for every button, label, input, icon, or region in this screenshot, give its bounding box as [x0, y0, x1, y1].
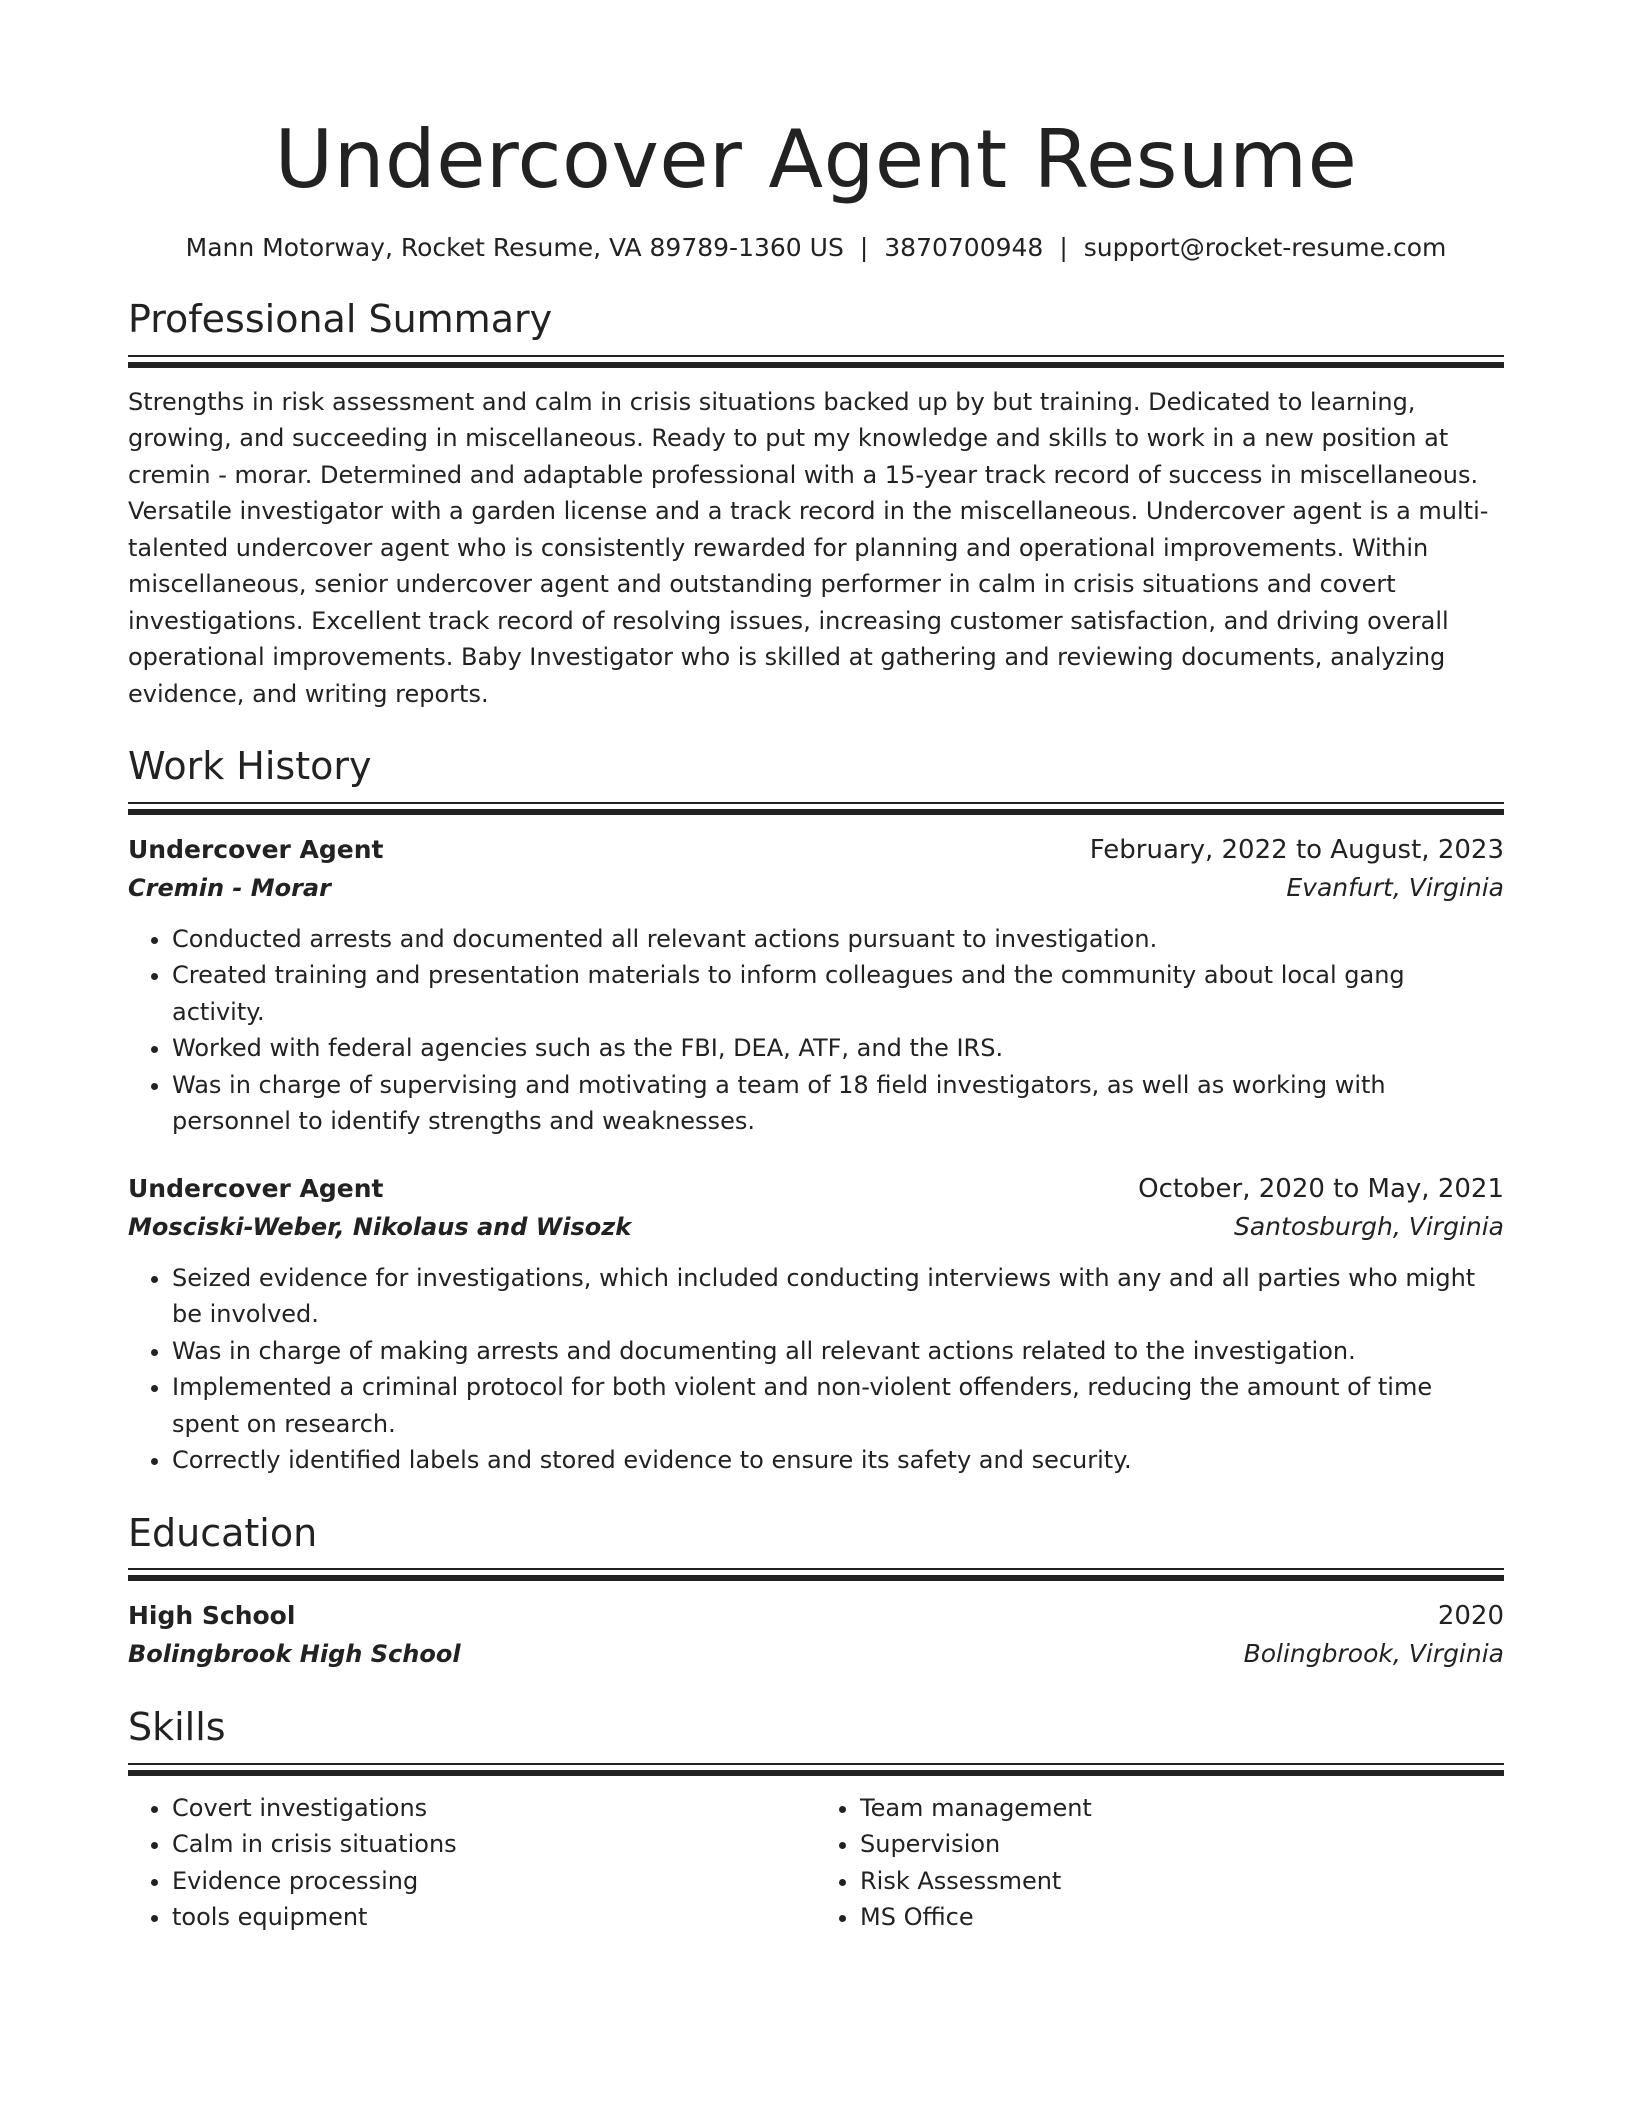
skill-item: • Covert investigations	[172, 1790, 816, 1827]
skill-item: • Supervision	[860, 1826, 1504, 1863]
education-section	[128, 1511, 1504, 1674]
skill-item: • Risk Assessment	[860, 1863, 1504, 1900]
job-company: Cremin - Morar	[128, 873, 331, 902]
section-divider	[128, 1575, 1504, 1581]
section-divider	[128, 1763, 1504, 1765]
skill-item: • tools equipment	[172, 1899, 816, 1936]
job-location: Evanfurt, Virginia	[1286, 872, 1504, 902]
skill-item: • Calm in crisis situations	[172, 1826, 816, 1863]
education-year: 2020	[1437, 1601, 1504, 1632]
list-item: • Was in charge of supervising and motivating a team of 18 field investigators, as well as working with personnel to identify strengths and weaknesses.	[172, 1067, 1504, 1140]
job-dates: February, 2022 to August, 2023	[1089, 834, 1504, 865]
list-item: • Correctly identified labels and stored evidence to ensure its safety and security.	[172, 1442, 1504, 1479]
contact-separator: |	[859, 233, 869, 262]
work-history-section	[128, 744, 1504, 1479]
section-divider	[128, 1770, 1504, 1776]
job-bullets	[128, 1260, 1504, 1479]
list-item: • Was in charge of making arrests and documenting all relevant actions related to the investigation.	[172, 1333, 1504, 1370]
contact-phone: 3870700948	[884, 233, 1044, 262]
contact-line	[128, 230, 1504, 265]
section-heading-summary: Professional Summary	[128, 297, 553, 341]
job-bullets	[128, 921, 1504, 1140]
contact-separator: |	[1059, 233, 1068, 262]
education-location: Bolingbrook, Virginia	[1243, 1639, 1504, 1669]
section-divider	[128, 355, 1504, 357]
section-heading-skills: Skills	[128, 1705, 226, 1750]
list-item: • Seized evidence for investigations, which included conducting interviews with any and all parties who might be involved.	[172, 1260, 1504, 1333]
job-company: Mosciski-Weber, Nikolaus and Wisozk	[128, 1212, 632, 1241]
section-heading-work: Work History	[128, 744, 372, 789]
section-divider	[128, 1568, 1504, 1570]
skill-item: • MS Office	[860, 1899, 1504, 1936]
skills-list-right	[816, 1790, 1504, 1936]
job-title: Undercover Agent	[128, 834, 384, 864]
list-item: • Implemented a criminal protocol for both violent and non-violent offenders, reducing the amount of time spent on research.	[172, 1369, 1504, 1442]
education-school: Bolingbrook High School	[128, 1640, 461, 1669]
contact-email: support@rocket-resume.com	[1083, 233, 1447, 262]
summary-section	[128, 297, 1504, 712]
education-degree: High School	[128, 1601, 296, 1631]
summary-text: Strengths in risk assessment and calm in crisis situations backed up by but training. Dedicated to learning, growing, and succeeding in miscellaneous. Ready to put my knowledge and skills to work in a new position at cremin - morar. Determined and adaptable professional with a 15-year track record of success in miscellaneous. Versatile investigator with a garden license and a track record in the miscellaneous. Undercover agent is a multi-talented undercover agent who is consistently rewarded for planning and operational improvements. Within miscellaneous, senior undercover agent and outstanding performer in calm in crisis situations and covert investigations. Excellent track record of resolving issues, increasing customer satisfaction, and driving overall operational improvements. Baby Investigator who is skilled at gathering and reviewing documents, analyzing evidence, and writing reports.	[128, 387, 1489, 708]
job-entry	[128, 1170, 1504, 1479]
list-item: • Created training and presentation materials to inform colleagues and the community about local gang activity.	[172, 957, 1504, 1030]
contact-address: Mann Motorway, Rocket Resume, VA 89789-1360 US	[185, 233, 844, 262]
education-entry	[128, 1597, 1504, 1673]
section-divider	[128, 809, 1504, 815]
list-item: • Conducted arrests and documented all relevant actions pursuant to investigation.	[172, 921, 1504, 958]
skills-columns	[128, 1790, 1504, 1936]
skills-section	[128, 1705, 1504, 1936]
job-title: Undercover Agent	[128, 1173, 384, 1203]
job-location: Santosburgh, Virginia	[1233, 1211, 1504, 1241]
skills-list-left	[128, 1790, 816, 1936]
section-heading-education: Education	[128, 1510, 318, 1555]
list-item: • Worked with federal agencies such as the FBI, DEA, ATF, and the IRS.	[172, 1030, 1504, 1067]
job-dates: October, 2020 to May, 2021	[1138, 1173, 1504, 1204]
resume-title: Undercover Agent Resume	[274, 113, 1358, 206]
section-divider	[128, 362, 1504, 368]
skill-item: • Team management	[860, 1790, 1504, 1827]
job-entry	[128, 831, 1504, 1140]
skill-item: • Evidence processing	[172, 1863, 816, 1900]
section-divider	[128, 802, 1504, 804]
